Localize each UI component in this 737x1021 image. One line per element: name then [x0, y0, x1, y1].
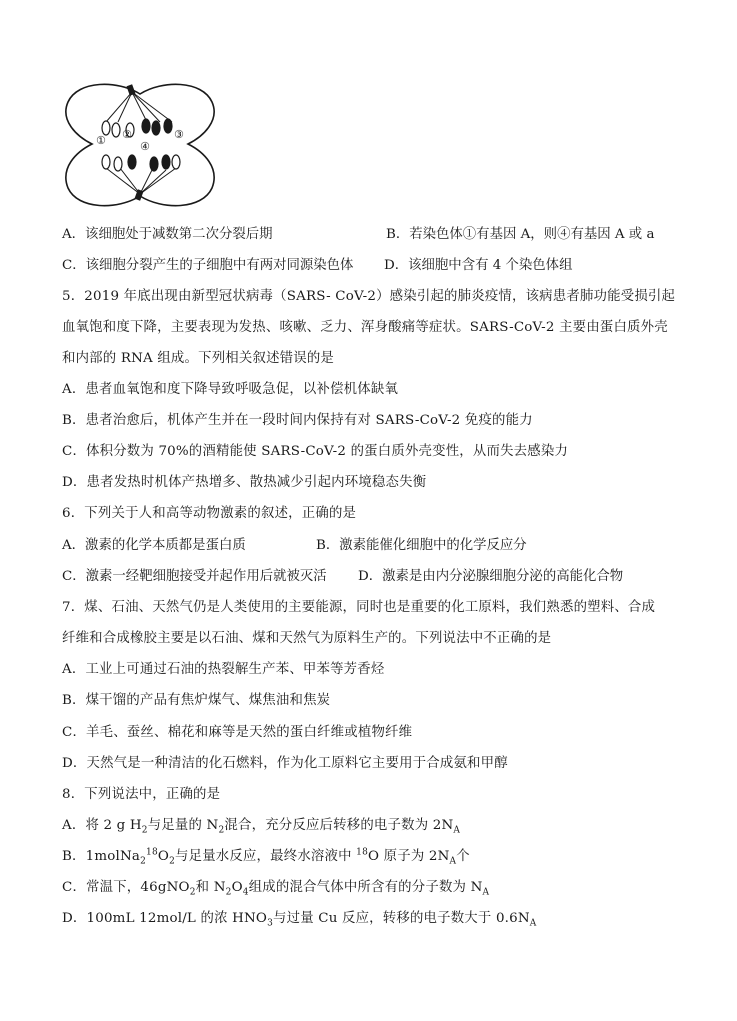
chromosome	[164, 119, 172, 133]
chromosome	[114, 157, 122, 171]
q5-stem-1: 5．2019 年底出现由新型冠状病毒（SARS- CoV-2）感染引起的肺炎疫情，该病患者肺功能受损引起	[62, 289, 676, 304]
chromosome	[102, 121, 110, 135]
q5-option-a: A．患者血氧饱和度下降导致呼吸急促，以补偿机体缺氧	[62, 382, 399, 397]
chromosome	[150, 157, 158, 171]
chromosome	[102, 155, 110, 169]
q7-stem-2: 纤维和合成橡胶主要是以石油、煤和天然气为原料生产的。下列说法中不正确的是	[62, 631, 552, 646]
q6-option-c: C．激素一经靶细胞接受并起作用后就被灭活	[62, 569, 327, 584]
q6-option-d: D．激素是由内分泌腺细胞分泌的高能化合物	[358, 569, 624, 584]
q6-stem: 6．下列关于人和高等动物激素的叙述，正确的是	[62, 506, 357, 521]
spindle-fiber	[140, 168, 176, 194]
cell-division-figure	[62, 76, 218, 214]
chromosome	[162, 155, 170, 169]
spindle-fiber	[132, 92, 160, 122]
q8-option-b: B．$1molNa_2^{18}O_2$与足量水反应，最终水溶液中 $^{18}$O 原子为 $2N_A$个	[62, 847, 470, 867]
q4-option-c: C．该细胞分裂产生的子细胞中有两对同源染色体	[62, 258, 354, 273]
q4-option-a: A．该细胞处于减数第二次分裂后期	[62, 227, 273, 242]
spindle-fiber	[118, 92, 132, 122]
label-4: ④	[140, 140, 150, 153]
q6-row-ab	[62, 537, 702, 555]
q8-stem: 8．下列说法中，正确的是	[62, 787, 221, 802]
q5-stem-3: 和内部的 RNA 组成。下列相关叙述错误的是	[62, 351, 335, 366]
q5-option-b: B．患者治愈后，机体产生并在一段时间内保持有对 SARS-CoV-2 免疫的能力	[62, 413, 533, 428]
chromosome	[128, 155, 136, 169]
q7-option-d: D．天然气是一种清洁的化石燃料，作为化工原料它主要用于合成氨和甲醇	[62, 756, 508, 771]
spindle-fiber	[140, 170, 166, 194]
centriole-top	[126, 84, 135, 95]
q6-option-a: A．激素的化学本质都是蛋白质	[62, 538, 246, 553]
q7-option-b: B．煤干馏的产品有焦炉煤气、煤焦油和焦炭	[62, 693, 331, 708]
spindle-fiber	[106, 92, 132, 122]
q7-option-c: C．羊毛、蚕丝、棉花和麻等是天然的蛋白纤维或植物纤维	[62, 725, 413, 740]
q6-option-b: B．激素能催化细胞中的化学反应分	[316, 538, 527, 553]
q4-row-ab	[62, 226, 702, 244]
chromosome	[112, 123, 120, 137]
q7-stem-1: 7．煤、石油、天然气仍是人类使用的主要能源，同时也是重要的化工原料，我们熟悉的塑料、合成	[62, 600, 656, 615]
q8-option-c: C．常温下，46gNO$_2$和 $N_2O_4$组成的混合气体中所含有的分子数为 $N_A$	[62, 880, 490, 898]
q8-option-a: A．将 2 g $H_2$与足量的 $N_2$混合，充分反应后转移的电子数为 $2N_A$	[62, 818, 461, 836]
spindle-fiber	[132, 92, 146, 120]
label-1: ①	[96, 134, 106, 147]
q4-option-b: B．若染色体①有基因 A，则④有基因 A 或 a	[386, 227, 655, 242]
q8-option-d: D．100mL 12mol/L 的浓 $HNO_3$与过量 Cu 反应，转移的电子数大于 $0.6N_A$	[62, 911, 537, 929]
q4-row-cd	[62, 257, 702, 275]
q5-option-c: C．体积分数为 70%的酒精能使 SARS-CoV-2 的蛋白质外壳变性，从而失去感染力	[62, 444, 569, 459]
q4-option-d: D．该细胞中含有 4 个染色体组	[384, 258, 573, 273]
spindle-fiber	[140, 170, 152, 194]
q7-option-a: A．工业上可通过石油的热裂解生产苯、甲苯等芳香烃	[62, 662, 385, 677]
chromosome	[152, 121, 160, 135]
q5-stem-2: 血氧饱和度下降，主要表现为发热、咳嗽、乏力、浑身酸痛等症状。SARS-CoV-2 主要由蛋白质外壳	[62, 320, 668, 335]
label-3: ③	[174, 128, 184, 141]
label-2: ②	[122, 128, 132, 141]
chromosome	[142, 119, 150, 133]
q5-option-d: D．患者发热时机体产热增多、散热减少引起内环境稳态失衡	[62, 475, 427, 490]
chromosome	[172, 155, 180, 169]
spindle-fiber	[132, 92, 172, 122]
q6-row-cd	[62, 568, 702, 586]
